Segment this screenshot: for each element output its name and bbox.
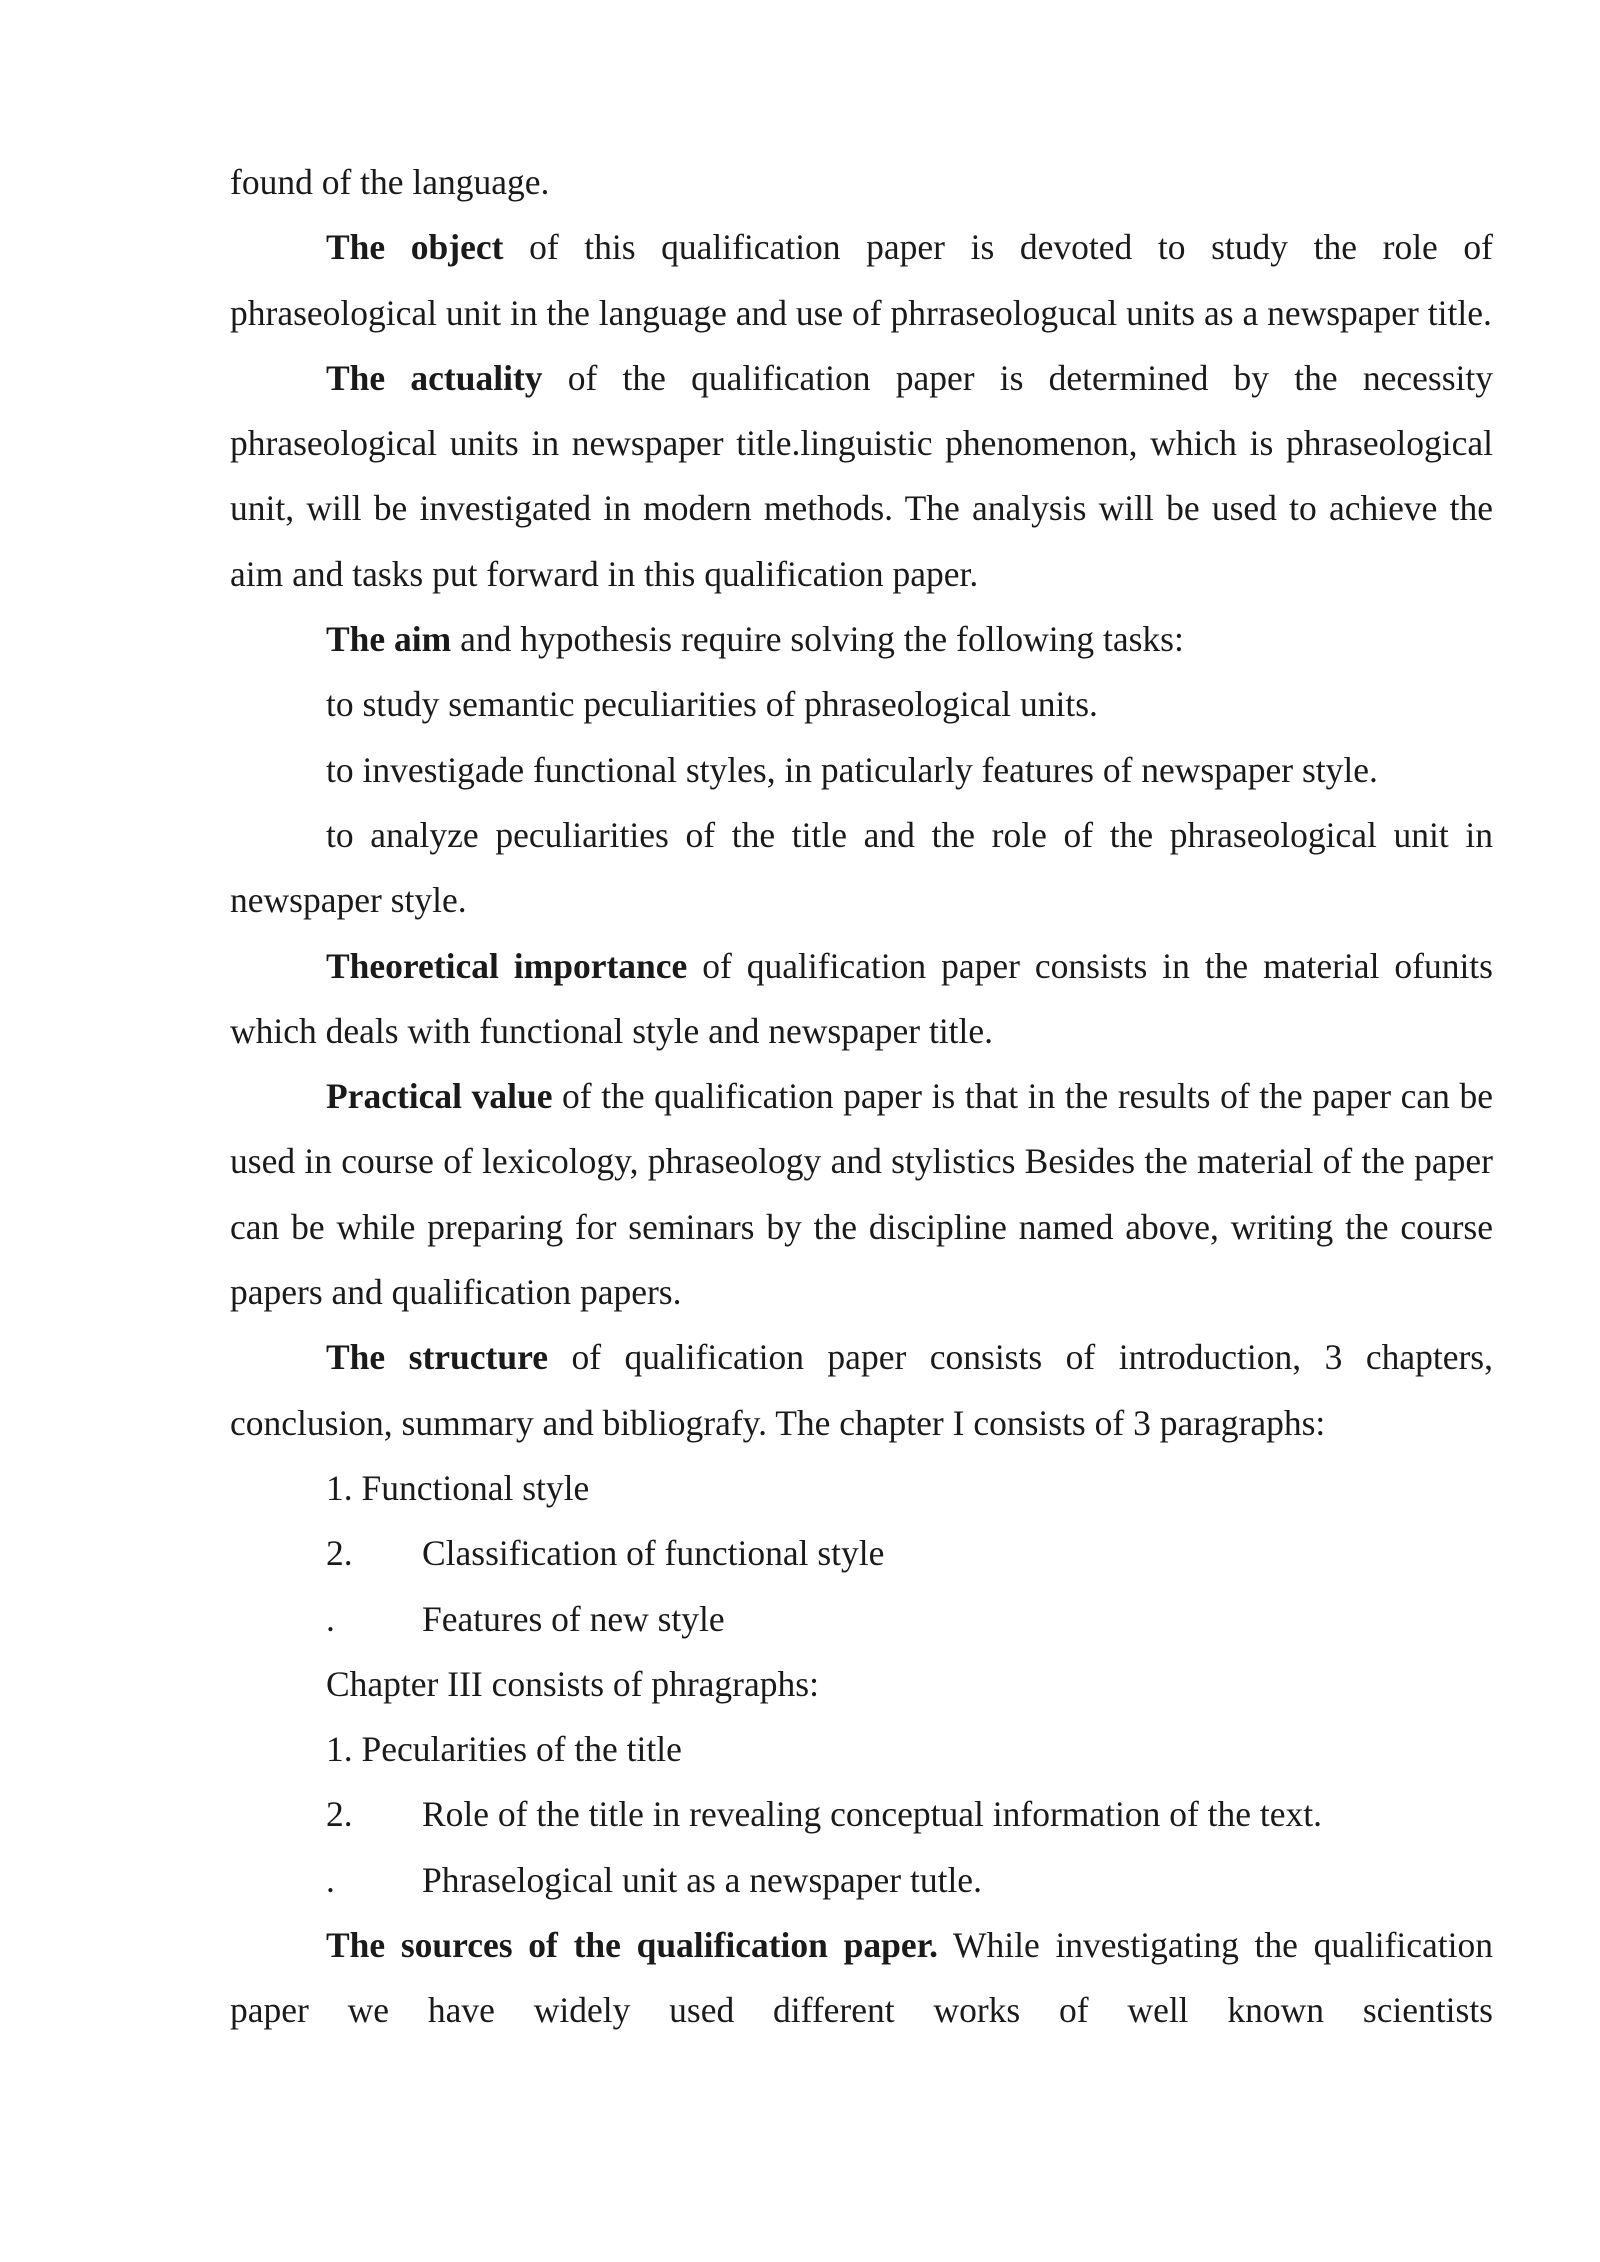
chapter3-list-item-3 xyxy=(230,1848,1493,1913)
chapter3-list-item-1: 1. Pecularities of the title xyxy=(326,1729,682,1770)
document-page xyxy=(230,150,1493,2044)
chapter1-list-item-2 xyxy=(230,1521,1493,1586)
paragraph-theoretical-text: of qualification paper consists in the material ofunits which deals with functional style and newspaper title. xyxy=(230,945,1493,1051)
paragraph-practical-value xyxy=(230,1064,1493,1325)
paragraph-sources-text: While investigating the qualification paper we have widely used different works of well known scientists xyxy=(230,1925,1493,2031)
list-number: 2. xyxy=(326,1794,353,1835)
task-item-1: to study semantic peculiarities of phraseological units. xyxy=(326,684,1098,725)
chapter1-list-item-1: 1. Functional style xyxy=(326,1467,590,1508)
term-actuality: The actuality xyxy=(326,357,543,398)
list-number: 2. xyxy=(326,1533,353,1574)
list-text: Role of the title in revealing conceptual information of the text. xyxy=(422,1794,1323,1835)
paragraph-actuality xyxy=(230,346,1493,607)
chapter1-list-item-3 xyxy=(230,1587,1493,1652)
paragraph-object-text: of this qualification paper is devoted to study the role of phraseological unit in the language and use of phrraseologucal units as a newspaper title. xyxy=(230,227,1493,333)
paragraph-object xyxy=(230,215,1493,346)
list-text: Classification of functional style xyxy=(422,1533,885,1574)
chapter3-list-item-2 xyxy=(230,1782,1493,1847)
list-text: Phraselogical unit as a newspaper tutle. xyxy=(422,1859,982,1900)
paragraph-aim-text: and hypothesis require solving the following tasks: xyxy=(451,619,1184,660)
term-practical-value: Practical value xyxy=(326,1076,553,1117)
paragraph-structure xyxy=(230,1325,1493,1456)
task-item-2: to investigade functional styles, in paticularly features of newspaper style. xyxy=(326,749,1378,790)
paragraph-structure-text: of qualification paper consists of introduction, 3 chapters, conclusion, summary and bibliografy. The chapter I consists of 3 paragraphs: xyxy=(230,1337,1493,1443)
paragraph-continuation: found of the language. xyxy=(230,162,550,202)
paragraph-theoretical-importance xyxy=(230,934,1493,1065)
term-theoretical-importance: Theoretical importance xyxy=(326,945,688,986)
term-structure: The structure xyxy=(326,1337,548,1378)
term-object: The object xyxy=(326,227,504,268)
paragraph-actuality-text: of the qualification paper is determined by the necessity phraseological units in newspaper title.linguistic phenomenon, which is phraseological unit, will be investigated in modern methods. The analysis will be used to achieve the aim and tasks put forward in this qualification paper. xyxy=(230,357,1493,594)
list-text: Features of new style xyxy=(422,1598,725,1639)
paragraph-practical-text: of the qualification paper is that in the results of the paper can be used in course of lexicology, phraseology and stylistics Besides the material of the paper can be while preparing for seminars by the discipline named above, writing the course papers and qualification papers. xyxy=(230,1076,1493,1313)
chapter3-heading: Chapter III consists of phragraphs: xyxy=(326,1663,819,1704)
term-aim: The aim xyxy=(326,619,452,660)
list-number: . xyxy=(326,1859,335,1900)
list-number: . xyxy=(326,1598,335,1639)
term-sources: The sources of the qualification paper. xyxy=(326,1925,938,1966)
task-item-3: to analyze peculiarities of the title and the role of the phraseological unit in newspaper style. xyxy=(230,814,1493,921)
paragraph-sources xyxy=(230,1913,1493,2044)
paragraph-aim xyxy=(230,607,1493,672)
